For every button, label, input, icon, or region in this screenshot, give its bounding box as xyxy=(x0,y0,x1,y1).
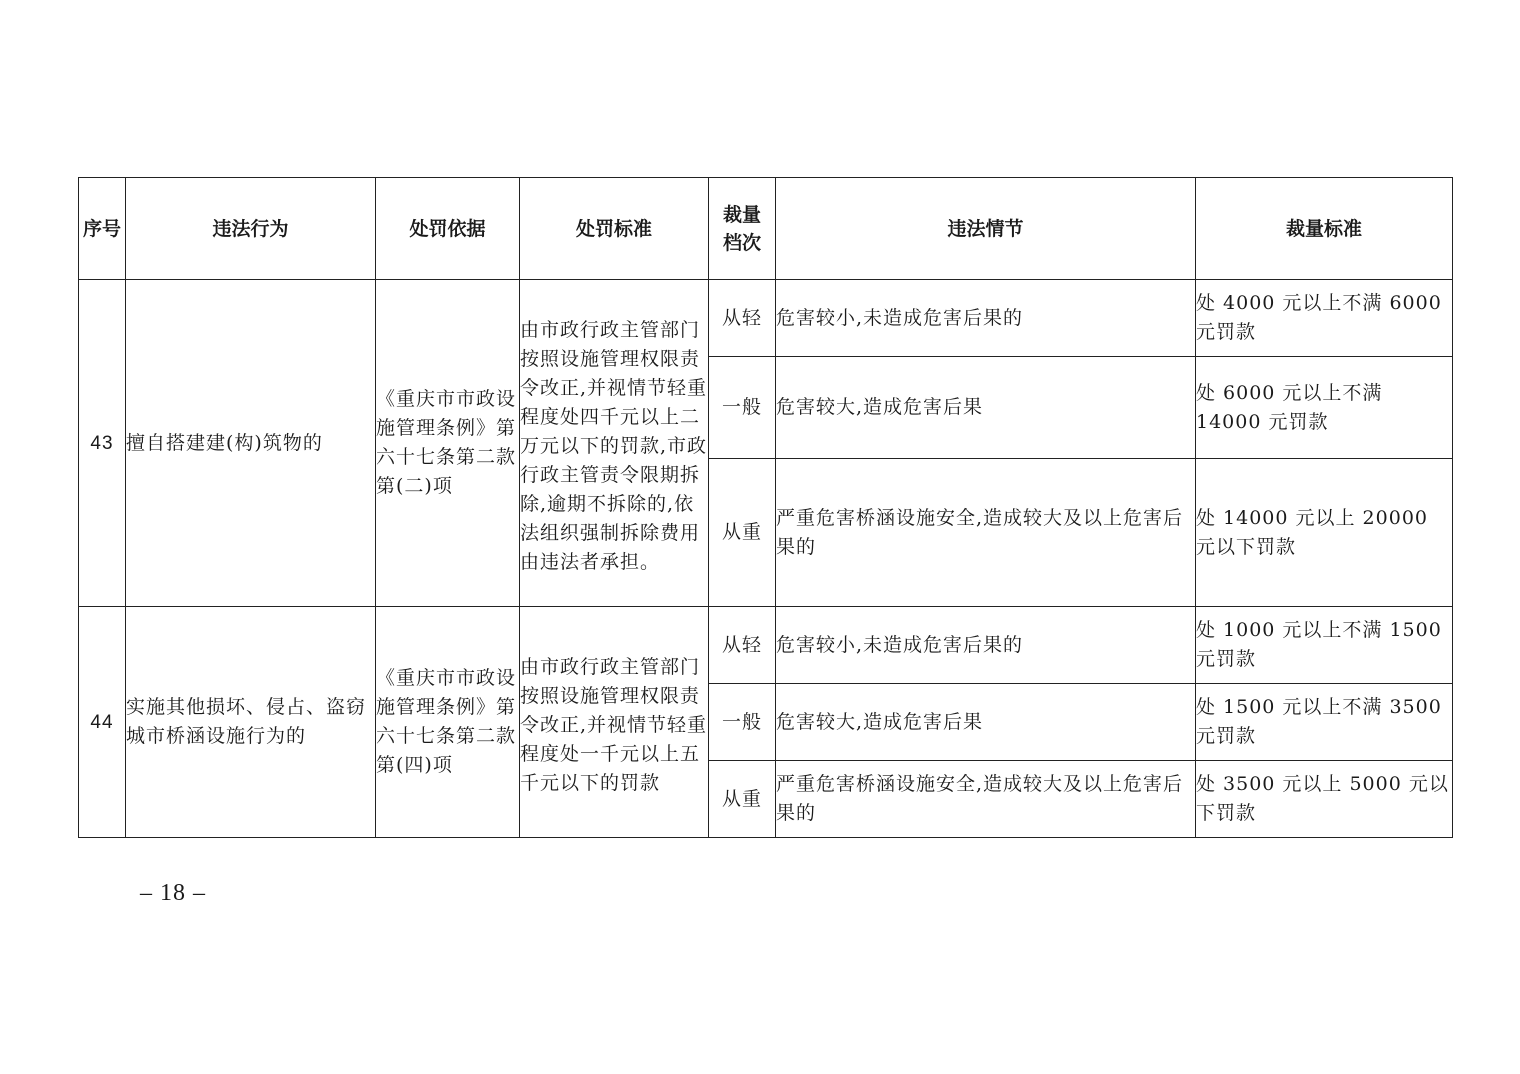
violation-circumstance: 严重危害桥涵设施安全,造成较大及以上危害后果的 xyxy=(776,459,1196,607)
discretion-level: 从轻 xyxy=(709,607,776,684)
header-circumstance: 违法情节 xyxy=(776,178,1196,280)
penalty-table xyxy=(78,177,1453,838)
header-act: 违法行为 xyxy=(126,178,376,280)
header-standard: 处罚标准 xyxy=(520,178,709,280)
penalty-standard: 由市政行政主管部门按照设施管理权限责令改正,并视情节轻重程度处一千元以上五千元以下的罚款 xyxy=(520,607,709,838)
violation-act: 擅自搭建建(构)筑物的 xyxy=(126,280,376,607)
discretion-amount: 处 1500 元以上不满 3500 元罚款 xyxy=(1196,684,1453,761)
discretion-level: 一般 xyxy=(709,357,776,459)
discretion-amount: 处 14000 元以上 20000 元以下罚款 xyxy=(1196,459,1453,607)
row-number: 44 xyxy=(79,607,126,838)
violation-circumstance: 危害较大,造成危害后果 xyxy=(776,357,1196,459)
legal-basis: 《重庆市市政设施管理条例》第六十七条第二款第(二)项 xyxy=(376,280,520,607)
table-row xyxy=(79,607,1453,684)
discretion-level: 从轻 xyxy=(709,280,776,357)
header-row xyxy=(79,178,1453,280)
row-number: 43 xyxy=(79,280,126,607)
discretion-amount: 处 1000 元以上不满 1500 元罚款 xyxy=(1196,607,1453,684)
violation-act: 实施其他损坏、侵占、盗窃城市桥涵设施行为的 xyxy=(126,607,376,838)
table-row xyxy=(79,280,1453,357)
discretion-amount: 处 3500 元以上 5000 元以下罚款 xyxy=(1196,761,1453,838)
violation-circumstance: 严重危害桥涵设施安全,造成较大及以上危害后果的 xyxy=(776,761,1196,838)
violation-circumstance: 危害较大,造成危害后果 xyxy=(776,684,1196,761)
header-amount: 裁量标准 xyxy=(1196,178,1453,280)
violation-circumstance: 危害较小,未造成危害后果的 xyxy=(776,607,1196,684)
header-no: 序号 xyxy=(79,178,126,280)
violation-circumstance: 危害较小,未造成危害后果的 xyxy=(776,280,1196,357)
penalty-standard: 由市政行政主管部门按照设施管理权限责令改正,并视情节轻重程度处四千元以上二万元以下的罚款,市政行政主管责令限期拆除,逾期不拆除的,依法组织强制拆除费用由违法者承担。 xyxy=(520,280,709,607)
legal-basis: 《重庆市市政设施管理条例》第六十七条第二款第(四)项 xyxy=(376,607,520,838)
discretion-amount: 处 4000 元以上不满 6000 元罚款 xyxy=(1196,280,1453,357)
discretion-amount: 处 6000 元以上不满 14000 元罚款 xyxy=(1196,357,1453,459)
header-basis: 处罚依据 xyxy=(376,178,520,280)
discretion-level: 从重 xyxy=(709,761,776,838)
discretion-level: 一般 xyxy=(709,684,776,761)
page-number: – 18 – xyxy=(140,880,206,906)
discretion-level: 从重 xyxy=(709,459,776,607)
header-level: 裁量 档次 xyxy=(709,178,776,280)
